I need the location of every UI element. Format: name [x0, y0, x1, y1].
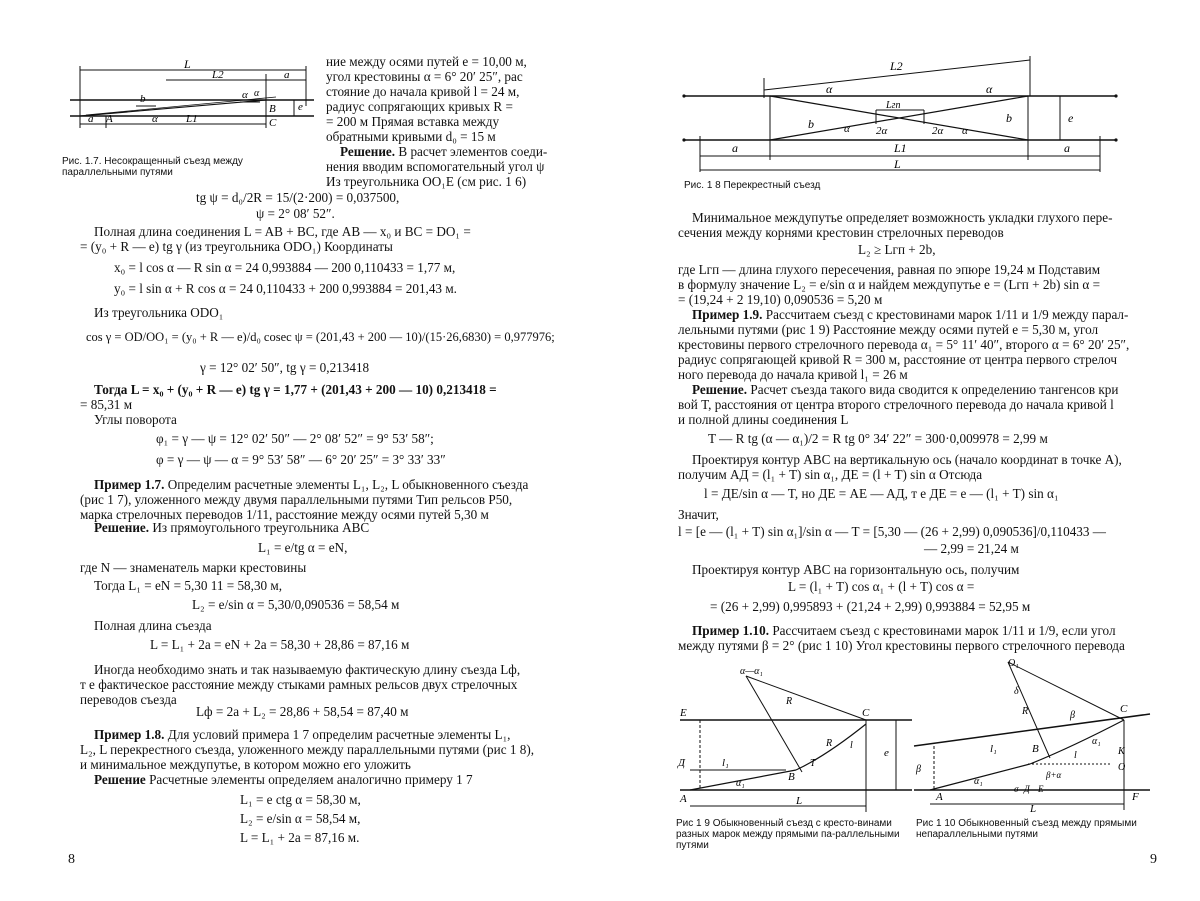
equation: L₁ = e/tg α = eN,	[258, 540, 348, 555]
fig18-label: b	[808, 117, 814, 131]
fig19-label: e	[884, 747, 889, 759]
fig110-label: C	[1120, 703, 1128, 715]
paragraph-line: и полной длины соединения L	[678, 412, 849, 427]
fig110-label: Д	[1024, 784, 1030, 794]
fig110-label: K	[1118, 746, 1125, 757]
fig18-label: L2	[890, 59, 903, 73]
page-number: 8	[68, 852, 75, 867]
fig18-label: L	[894, 157, 901, 171]
paragraph-line: Полная длина соединения L = AB + BC, где AB — x₀ и BC = DO₁ =	[94, 224, 471, 239]
paragraph-line: Тогда L = x₀ + (y₀ + R — e) tg γ = 1,77 + (201,43 + 200 — 10) 0,213418 =	[94, 382, 497, 397]
fig110-label: F	[1132, 791, 1139, 803]
fig18-label: a	[732, 141, 738, 155]
solution-text: Расчет съезда такого вида сводится к определению тангенсов кри	[747, 382, 1119, 397]
solution-head: Решение.	[94, 520, 150, 535]
example-1-10-line: между путями β = 2° (рис 1 10) Угол крестовины первого стрелочного перевода	[678, 638, 1125, 653]
figure-1-7	[66, 58, 316, 153]
fig18-label: L1	[894, 141, 907, 155]
paragraph-line: получим AД = (l₁ + T) sin α₁, ДЕ = (l + T) sin α Отсюда	[678, 467, 983, 482]
intro-line: ние между осями путей e = 10,00 м,	[326, 54, 527, 69]
solution-line: Из треугольника OO₁E (см рис. 1 6)	[326, 174, 527, 189]
fig18-label: 2α	[876, 125, 888, 137]
paragraph-line: Углы поворота	[94, 412, 177, 427]
fig110-label: σ	[1014, 784, 1019, 794]
equation: ψ = 2° 08′ 52″.	[256, 206, 335, 221]
fig17-label: b	[140, 93, 146, 105]
equation: l = [e — (l₁ + T) sin α₁]/sin α — T = [5,30 — (26 + 2,99) 0,090536]/0,110433 —	[678, 524, 1106, 539]
equation: y₀ = l sin α + R cos α = 24 0,110433 + 200 0,993884 = 201,43 м.	[114, 281, 457, 296]
example-1-9-text: Рассчитаем съезд с крестовинами марок 1/11 и 1/9 между парал-	[762, 307, 1129, 322]
example-1-8-line	[94, 727, 510, 742]
fig17-label: L1	[186, 113, 198, 125]
example-1-8-line: и минимальное междупутье, в котором можно его уложить	[80, 757, 411, 772]
solution-rest: В расчет элементов соеди-	[395, 144, 548, 159]
paragraph-line: переводов съезда	[80, 692, 177, 707]
fig19-label: R	[786, 696, 793, 707]
solution-line: нения вводим вспомогательный угол ψ	[326, 159, 545, 174]
fig19-label: l	[850, 740, 853, 751]
example-1-8-text: Для условий примера 1 7 определим расчетные элементы L₁,	[164, 727, 511, 742]
example-1-9-line: лельными путями (рис 1 9) Расстояние между осями путей e = 5,30 м, угол	[678, 322, 1099, 337]
example-1-9-line: крестовины первого стрелочного перевода α₁ = 5° 11′ 40″, второго α = 6° 20′ 25″,	[678, 337, 1130, 352]
fig17-caption: Рис. 1.7. Несокращенный съезд между параллельными путями	[62, 156, 243, 178]
fig18-label: e	[1068, 111, 1074, 125]
fig19-label: C	[862, 707, 870, 719]
equation: Lф = 2a + L₂ = 28,86 + 58,54 = 87,40 м	[196, 704, 409, 719]
fig19-label: E	[680, 707, 687, 719]
paragraph-line: Минимальное междупутье определяет возможность укладки глухого пере-	[692, 210, 1113, 225]
fig17-label: α	[242, 89, 248, 101]
example-1-7-line: (рис 1 7), уложенного между двумя параллельными путями Тип рельсов Р50,	[80, 492, 513, 507]
fig110-label: β	[1070, 710, 1075, 721]
fig110-label: B	[1032, 743, 1039, 755]
fig110-label: α₁	[1092, 736, 1101, 747]
example-1-7-line	[94, 477, 528, 492]
paragraph-line: Проектируя контур ABC на вертикальную ось (начало координат в точке A),	[692, 452, 1122, 467]
fig19-label: L	[796, 795, 803, 807]
paragraph-line: = 85,31 м	[80, 397, 133, 412]
right-page	[600, 0, 1200, 901]
fig110-label: A	[936, 791, 943, 803]
fig110-label: α₁	[974, 776, 983, 787]
equation: — 2,99 = 21,24 м	[924, 541, 1019, 556]
paragraph-line: Иногда необходимо знать и так называемую фактическую длину съезда Lф,	[94, 662, 521, 677]
example-1-7-text: Определим расчетные элементы L₁, L₂, L обыкновенного съезда	[164, 477, 529, 492]
page-number: 9	[1150, 852, 1157, 867]
paragraph-line: в формулу значение L₂ = e/sin α и найдем междупутье e = (Lгп + 2b) sin α =	[678, 277, 1101, 292]
fig19-label: l₁	[722, 757, 729, 769]
fig110-label: l₁	[990, 743, 997, 755]
fig19-label: α—α₁	[740, 666, 763, 677]
equation: = (26 + 2,99) 0,995893 + (21,24 + 2,99) 0,993884 = 52,95 м	[710, 599, 1031, 614]
paragraph-line: где Lгп — длина глухого пересечения, равная по эпюре 19,24 м Подставим	[678, 262, 1101, 277]
equation: L₂ = e/sin α = 58,54 м,	[240, 811, 361, 826]
paragraph-line: вой T, расстояния от центра второго стрелочного перевода до начала кривой l	[678, 397, 1114, 412]
example-1-8-solution	[94, 772, 473, 787]
fig18-label: Lгп	[886, 100, 901, 111]
fig18-label: α	[986, 82, 993, 96]
fig19-label: α₁	[736, 778, 745, 789]
example-1-8-head: Пример 1.8.	[94, 727, 165, 742]
fig19-caption: Рис 1 9 Обыкновенный съезд с кресто-винами разных марок между прямыми па-раллельными путями	[676, 818, 900, 851]
fig110-label: O	[1118, 762, 1126, 773]
solution-line	[340, 144, 547, 159]
equation: x₀ = l cos α — R sin α = 24 0,993884 — 200 0,110433 = 1,77 м,	[114, 260, 456, 275]
fig110-label: O₁	[1008, 658, 1019, 669]
fig17-label: a	[284, 69, 290, 81]
fig110-label: E	[1038, 784, 1044, 794]
example-1-8-line: L₂, L перекрестного съезда, уложенного между параллельными путями (рис 1 8),	[80, 742, 535, 757]
figure-1-9	[676, 656, 916, 818]
example-1-9-solution	[692, 382, 1118, 397]
equation: L = L₁ + 2a = eN + 2a = 58,30 + 28,86 = 87,16 м	[150, 637, 410, 652]
equation: L₁ = e ctg α = 58,30 м,	[240, 792, 361, 807]
example-1-9-head: Пример 1.9.	[692, 307, 763, 322]
paragraph-line: сечения между корнями крестовин стрелочных переводов	[678, 225, 1004, 240]
equation: φ₁ = γ — ψ = 12° 02′ 50″ — 2° 08′ 52″ = 9° 53′ 58″;	[156, 431, 434, 446]
paragraph-line: где N — знаменатель марки крестовины	[80, 560, 307, 575]
example-1-9-line: ного перевода до начала кривой l₁ = 26 м	[678, 367, 908, 382]
solution-head: Решение.	[340, 144, 396, 159]
example-1-7-line: марка стрелочных переводов 1/11, расстояние между осями путей 5,30 м	[80, 507, 489, 522]
equation: L = (l₁ + T) cos α₁ + (l + T) cos α =	[788, 579, 975, 594]
fig17-label: B	[269, 103, 276, 115]
equation: Тогда L₁ = eN = 5,30 11 = 58,30 м,	[94, 578, 283, 593]
example-1-7-solution	[94, 520, 369, 535]
fig17-label: α	[152, 113, 158, 125]
paragraph-line: Проектируя контур ABC на горизонтальную ось, получим	[692, 562, 1020, 577]
solution-head: Решение.	[692, 382, 748, 397]
fig110-label: R	[1022, 706, 1029, 717]
equation: tg ψ = d₀/2R = 15/(2·200) = 0,037500,	[196, 190, 400, 205]
example-1-10-head: Пример 1.10.	[692, 623, 770, 638]
fig110-label: L	[1030, 803, 1037, 815]
fig19-label: T	[810, 758, 816, 769]
paragraph-line: = (19,24 + 2 19,10) 0,090536 = 5,20 м	[678, 292, 883, 307]
intro-line: обратными кривыми d₀ = 15 м	[326, 129, 496, 144]
intro-line: угол крестовины α = 6° 20′ 25″, рас	[326, 69, 523, 84]
equation: γ = 12° 02′ 50″, tg γ = 0,213418	[200, 360, 370, 375]
example-1-7-head: Пример 1.7.	[94, 477, 165, 492]
intro-line: стояние до начала кривой l = 24 м,	[326, 84, 520, 99]
example-1-10-line	[692, 623, 1116, 638]
fig110-label: δ	[1014, 686, 1019, 697]
fig18-label: α	[844, 123, 850, 135]
fig18-label: b	[1006, 111, 1012, 125]
figure-1-8	[680, 48, 1120, 178]
fig19-label: Д	[678, 757, 685, 769]
fig18-label: a	[1064, 141, 1070, 155]
equation: l = ДЕ/sin α — T, но ДЕ = AE — AД, т е ДЕ = e — (l₁ + T) sin α₁	[704, 486, 1059, 501]
example-1-10-text: Рассчитаем съезд с крестовинами марок 1/11 и 1/9, если угол	[769, 623, 1116, 638]
solution-text: Из прямоугольного треугольника ABC	[149, 520, 370, 535]
fig110-label: l	[1074, 750, 1077, 761]
fig19-label: B	[788, 771, 795, 783]
fig110-label: β	[916, 764, 921, 775]
equation: L₂ = e/sin α = 5,30/0,090536 = 58,54 м	[192, 597, 400, 612]
paragraph-line: = (y₀ + R — e) tg γ (из треугольника ODO₁) Координаты	[80, 239, 393, 254]
equation: T — R tg (α — α₁)/2 = R tg 0° 34′ 22″ = 300·0,009978 = 2,99 м	[708, 431, 1048, 446]
fig18-label: 2α	[932, 125, 944, 137]
fig18-label: α	[962, 125, 968, 137]
intro-line: радиус сопрягающих кривых R =	[326, 99, 513, 114]
fig17-label: C	[269, 117, 277, 129]
example-1-9-line: радиус сопрягающей кривой R = 300 м, расстояние от центра первого стрелоч	[678, 352, 1118, 367]
fig110-caption: Рис 1 10 Обыкновенный съезд между прямыми непараллельными путями	[916, 818, 1137, 840]
solution-head: Решение	[94, 772, 146, 787]
paragraph-line: Из треугольника ODO₁	[94, 305, 224, 320]
fig19-label: A	[680, 793, 687, 805]
equation: L = L₁ + 2a = 87,16 м.	[240, 830, 360, 845]
equation: φ = γ — ψ — α = 9° 53′ 58″ — 6° 20′ 25″ = 3° 33′ 33″	[156, 452, 446, 467]
fig18-caption: Рис. 1 8 Перекрестный съезд	[684, 180, 821, 191]
fig17-label: a	[88, 113, 94, 125]
fig17-label: α	[254, 88, 260, 99]
figure-1-10	[910, 654, 1155, 818]
intro-line: = 200 м Прямая вставка между	[326, 114, 500, 129]
solution-text: Расчетные элементы определяем аналогично примеру 1 7	[145, 772, 473, 787]
paragraph-line: Значит,	[678, 507, 719, 522]
fig110-label: β+α	[1046, 770, 1062, 780]
example-1-9-line	[692, 307, 1128, 322]
paragraph-line: Полная длина съезда	[94, 618, 212, 633]
fig18-label: α	[826, 82, 833, 96]
fig17-label: L	[184, 58, 191, 71]
fig17-label: A	[106, 113, 113, 125]
fig19-label: R	[826, 738, 833, 749]
fig17-label: L2	[212, 69, 224, 81]
equation: L₂ ≥ Lгп + 2b,	[858, 242, 936, 257]
fig17-label: e	[298, 101, 303, 113]
paragraph-line: т е фактическое расстояние между стыками рамных рельсов двух стрелочных	[80, 677, 518, 692]
equation: cos γ = OD/OO₁ = (y₀ + R — e)/d₀ cosec ψ = (201,43 + 200 — 10)/(15·26,6830) = 0,977976;	[86, 330, 555, 344]
